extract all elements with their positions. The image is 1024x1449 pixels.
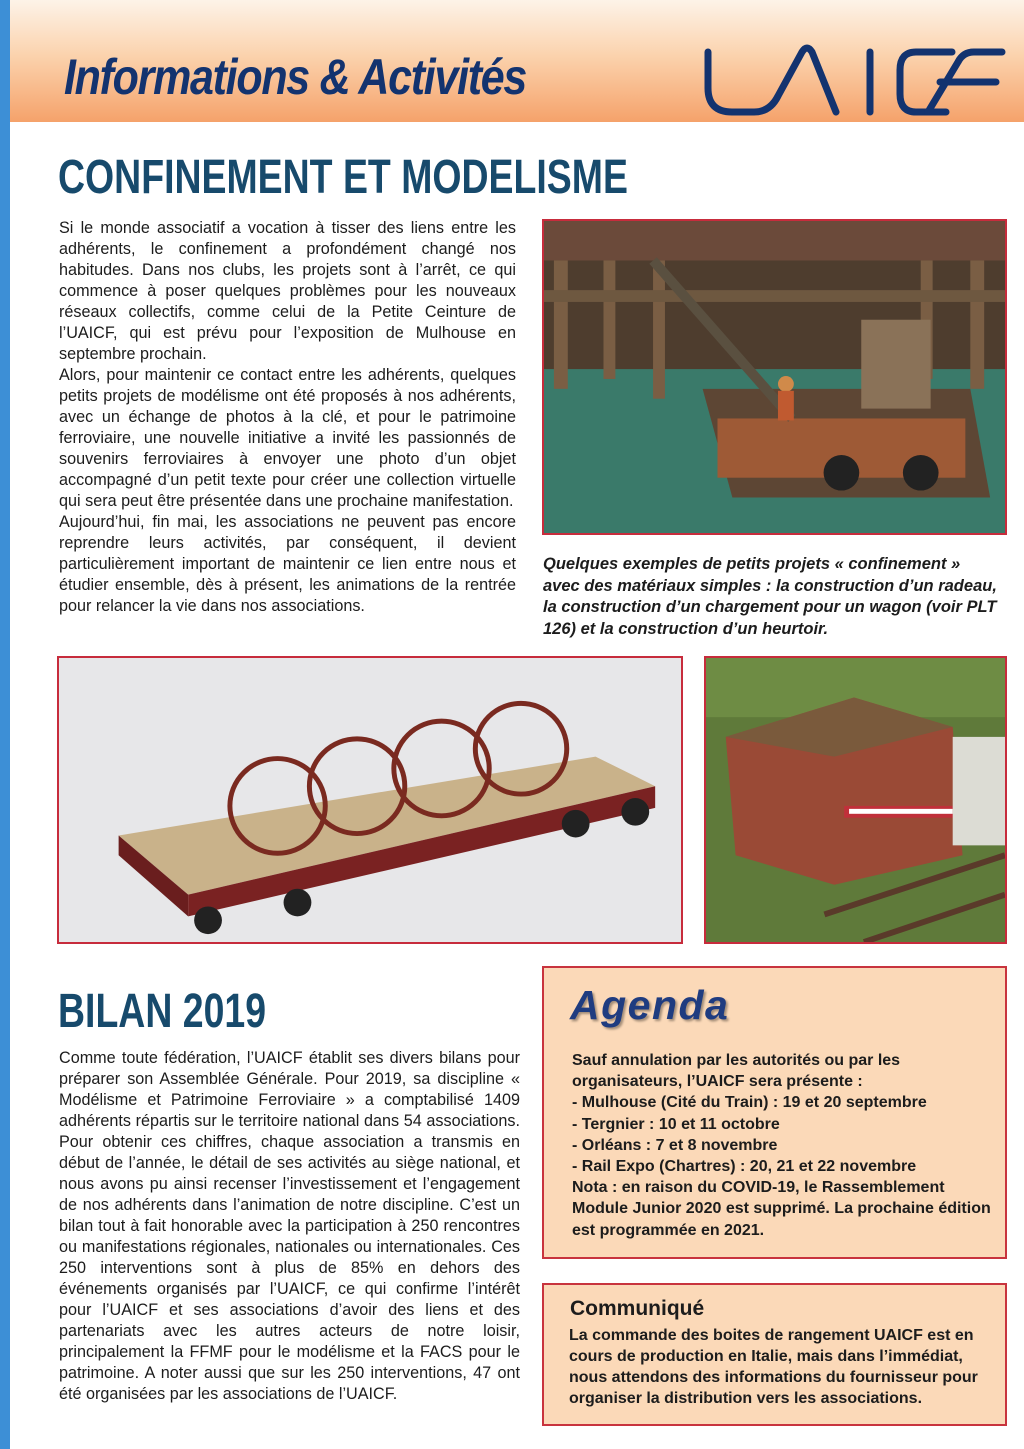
agenda-box bbox=[542, 966, 1007, 1259]
bilan-article: Comme toute fédération, l’UAICF établit ses divers bilans pour préparer son Assemblée Générale. Pour 2019, sa discipline « Modélisme et Patrimoine Ferroviaire » a comptabilisé 1409 adhérents répartis sur le territoire national dans 54 associations. Pour obtenir ces chiffres, chaque association a transmis en début de l’année, le détail de ses activités au siège national, et nous avons pu ainsi recenser l’investissement et l’engagement de nos adhérents dans l’animation de notre discipline. C’est un bilan tout à fait honorable avec la participation à 250 rencontres ou manifestations régionales, nationales ou internationales. Ces 250 interventions sont à plus de 85% en dehors des événements organisés par l’UAICF, ce qui confirme l’intérêt pour l’UAICF et ses associations d’avoir des liens et des partenariats avec les autres acteurs de notre loisir, principalement la FFMF pour le modélisme et la FACS pour le patrimoine. A noter aussi que sur les 250 interventions, 47 ont été organisées par les associations de l’UAICF. bbox=[59, 1049, 520, 1403]
uaicf-logo bbox=[700, 40, 1010, 122]
photo-raft-model bbox=[542, 219, 1007, 535]
communique-box bbox=[542, 1283, 1007, 1426]
article-paragraph: Alors, pour maintenir ce contact entre les adhérents, quelques petits projets de modélisme ont été proposés à nos adhérents, avec un échange de photos à la clé, et pour le patrimoine ferroviaire, une nouvelle initiative a invité les passionnés de souvenirs ferroviaires à envoyer une photo d’un objet accompagné d’un petit texte pour créer une collection virtuelle qui sera peut être présentée dans une prochaine manifestation. bbox=[59, 366, 516, 510]
agenda-item: - Orléans : 7 et 8 novembre bbox=[572, 1136, 778, 1154]
confinement-article bbox=[59, 218, 516, 617]
page-header-title: Informations & Activités bbox=[64, 49, 527, 105]
left-edge-strip bbox=[0, 0, 10, 1449]
agenda-list bbox=[572, 1092, 992, 1177]
photo-wagon-model bbox=[57, 656, 683, 944]
article-paragraph: Aujourd’hui, fin mai, les associations ne peuvent pas encore reprendre leurs activités, par conséquent, il devient particulièrement important de maintenir ce lien entre nous et étudier ensemble, dès à présent, les animations de la rentrée pour relancer la vie dans nos associations. bbox=[59, 513, 516, 615]
agenda-item: - Mulhouse (Cité du Train) : 19 et 20 septembre bbox=[572, 1094, 927, 1112]
agenda-title: Agenda bbox=[570, 982, 730, 1028]
agenda-content bbox=[572, 1050, 992, 1241]
communique-title: Communiqué bbox=[570, 1297, 705, 1320]
communique-text: La commande des boites de rangement UAICF est en cours de production en Italie, mais dans l’immédiat, nous attendons des informations du fournisseur pour organiser la distribution vers les associations. bbox=[569, 1327, 978, 1407]
photo-caption: Quelques exemples de petits projets « confinement » avec des matériaux simples : la construction d’un radeau, la construction d’un chargement pour un wagon (voir PLT 126) et la construction d’un heurtoir. bbox=[543, 555, 997, 638]
section-title-confinement: CONFINEMENT ET MODELISME bbox=[58, 151, 628, 204]
agenda-note: Nota : en raison du COVID-19, le Rassemblement Module Junior 2020 est supprimé. La prochaine édition est programmée en 2021. bbox=[572, 1179, 991, 1239]
agenda-item: - Rail Expo (Chartres) : 20, 21 et 22 novembre bbox=[572, 1158, 917, 1176]
article-paragraph: Si le monde associatif a vocation à tisser des liens entre les adhérents, le confinement a profondément changé nos habitudes. Dans nos clubs, les projets sont à l’arrêt, ce qui commence à poser quelques problèmes pour les nouveaux réseaux collectifs, comme celui de la Petite Ceinture de l’UAICF, qui est prévu pour l’exposition de Mulhouse en septembre prochain. bbox=[59, 219, 516, 363]
section-title-bilan: BILAN 2019 bbox=[58, 985, 267, 1038]
photo-buffer-stop-model bbox=[704, 656, 1007, 944]
agenda-item: - Tergnier : 10 et 11 octobre bbox=[572, 1115, 780, 1133]
agenda-intro: Sauf annulation par les autorités ou par les organisateurs, l’UAICF sera présente : bbox=[572, 1052, 901, 1091]
